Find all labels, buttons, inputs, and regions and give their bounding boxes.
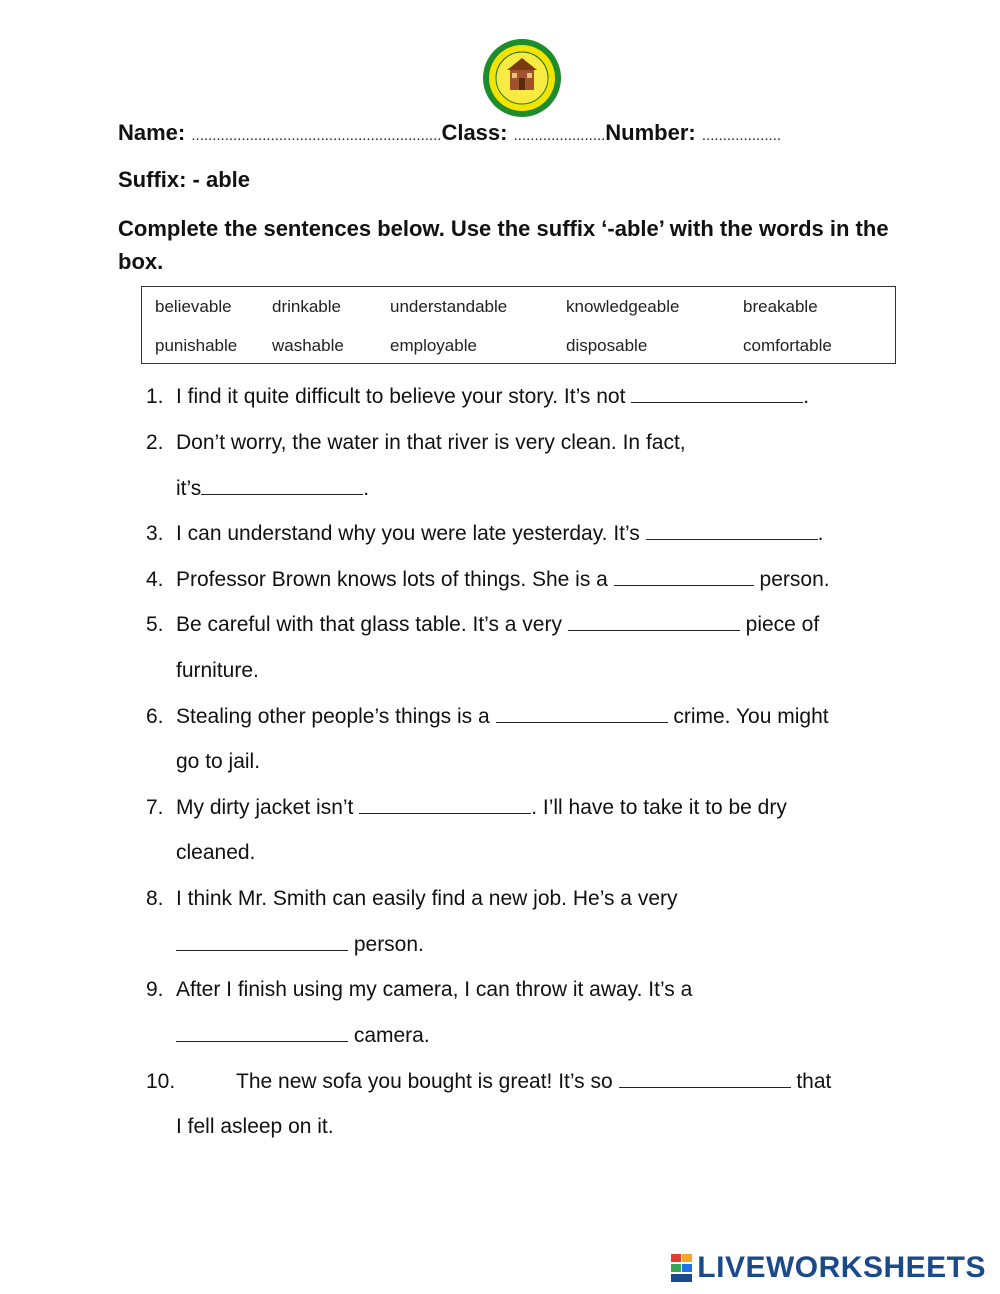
question-number: 4.	[146, 568, 164, 591]
question-number: 5.	[146, 613, 164, 636]
question-text: The new sofa you bought is great! It’s so	[236, 1070, 619, 1093]
question-text-end: .	[363, 477, 370, 500]
suffix-title: Suffix: - able	[118, 167, 251, 192]
word-punishable: punishable	[155, 336, 238, 355]
answer-blank-10[interactable]	[619, 1069, 791, 1088]
class-label: Class:	[441, 120, 508, 145]
question-text-end: .	[817, 522, 824, 545]
student-info-line	[118, 120, 781, 146]
word-comfortable: comfortable	[743, 336, 832, 355]
question-number: 8.	[146, 887, 164, 910]
question-text: Don’t worry, the water in that river is very clean. In fact,	[176, 431, 686, 454]
question-number: 1.	[146, 385, 164, 408]
answer-blank-5[interactable]	[568, 612, 740, 631]
question-number: 6.	[146, 705, 164, 728]
question-number: 9.	[146, 978, 164, 1001]
question-text-end: .	[803, 385, 810, 408]
word-employable: employable	[390, 336, 477, 355]
question-text: I fell asleep on it.	[176, 1115, 334, 1138]
answer-blank-8[interactable]	[176, 932, 348, 951]
answer-blank-7[interactable]	[359, 795, 531, 814]
question-number: 10.	[146, 1070, 176, 1093]
question-text-end: crime. You might	[667, 705, 829, 728]
question-text: After I finish using my camera, I can throw it away. It’s a	[176, 978, 693, 1001]
question-text: furniture.	[176, 659, 259, 682]
question-number: 7.	[146, 796, 164, 819]
number-field[interactable]: ...................	[701, 127, 782, 144]
question-text: My dirty jacket isn’t	[176, 796, 360, 819]
question-text: I think Mr. Smith can easily find a new job. He’s a very	[176, 887, 678, 910]
answer-blank-1[interactable]	[631, 384, 803, 403]
question-text-end: . I’ll have to take it to be dry	[531, 796, 787, 819]
question-text: cleaned.	[176, 841, 256, 864]
question-text: I can understand why you were late yesterday. It’s	[176, 522, 646, 545]
liveworksheets-brand	[671, 1250, 986, 1286]
question-text: go to jail.	[176, 750, 261, 773]
number-label: Number:	[605, 120, 696, 145]
question-text: Stealing other people’s things is a	[176, 705, 496, 728]
word-believable: believable	[155, 297, 232, 316]
question-number: 2.	[146, 431, 164, 454]
question-text-end: piece of	[739, 613, 820, 636]
name-field[interactable]: ............................................................	[191, 127, 442, 144]
school-logo	[482, 38, 562, 118]
question-number: 3.	[146, 522, 164, 545]
answer-blank-6[interactable]	[496, 704, 668, 723]
answer-blank-4[interactable]	[614, 567, 754, 586]
word-disposable: disposable	[566, 336, 648, 355]
question-text: I find it quite difficult to believe your story. It’s not	[176, 385, 632, 408]
question-text: it’s	[176, 477, 202, 500]
word-knowledgeable: knowledgeable	[566, 297, 680, 316]
brand-text: LIVEWORKSHEETS	[697, 1251, 986, 1284]
instructions: Complete the sentences below. Use the suffix ‘-able’ with the words in the box.	[118, 216, 889, 274]
question-text: Professor Brown knows lots of things. She is a	[176, 568, 614, 591]
question-text-end: that	[790, 1070, 832, 1093]
word-box	[141, 286, 896, 364]
word-drinkable: drinkable	[272, 297, 341, 316]
word-washable: washable	[272, 336, 344, 355]
question-text-end: camera.	[348, 1024, 430, 1047]
liveworksheets-logo-icon	[671, 1254, 693, 1282]
name-label: Name:	[118, 120, 186, 145]
question-text: Be careful with that glass table. It’s a very	[176, 613, 568, 636]
answer-blank-3[interactable]	[646, 521, 818, 540]
answer-blank-2[interactable]	[201, 476, 363, 495]
word-understandable: understandable	[390, 297, 508, 316]
question-text-end: person.	[753, 568, 830, 591]
word-breakable: breakable	[743, 297, 818, 316]
answer-blank-9[interactable]	[176, 1023, 348, 1042]
question-text-end: person.	[348, 933, 424, 956]
class-field[interactable]: ......................	[513, 127, 606, 144]
